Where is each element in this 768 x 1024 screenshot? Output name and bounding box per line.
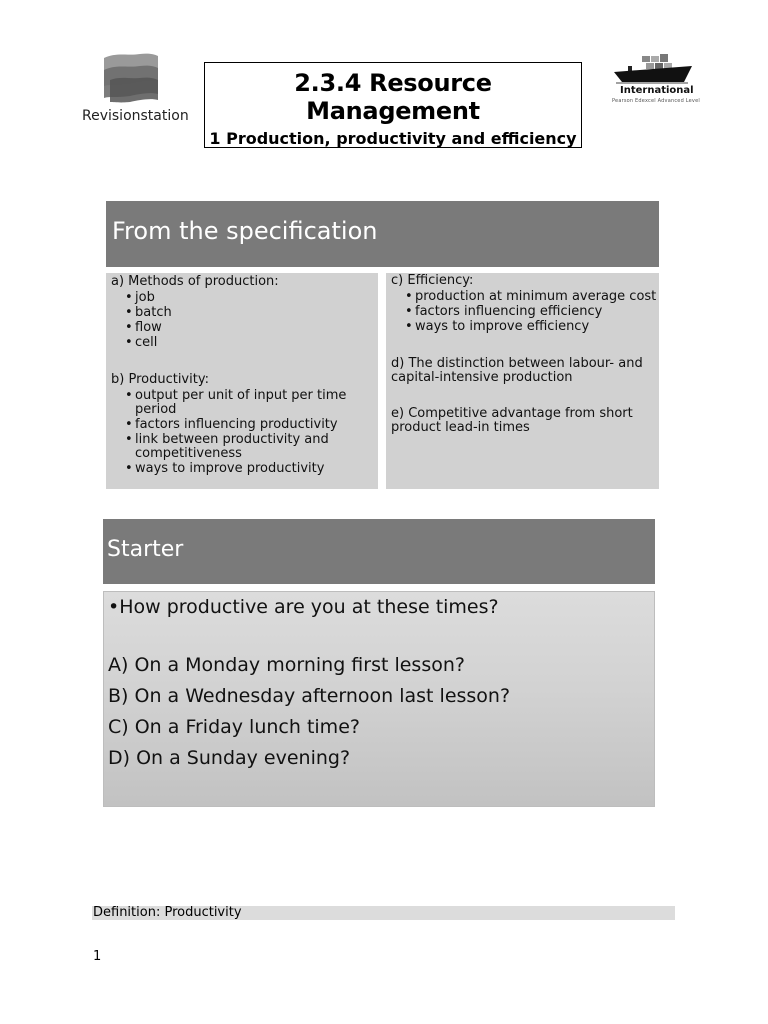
page-number: 1 (93, 949, 102, 964)
list-item: • production at minimum average cost (405, 289, 657, 304)
definition-field[interactable] (92, 906, 675, 920)
bullet-icon: • (125, 335, 133, 350)
specification-heading: From the specification (106, 201, 659, 267)
specification-right-column (386, 273, 659, 489)
page-title: 2.3.4 Resource Management (294, 69, 492, 125)
list-item: • batch (125, 305, 172, 320)
bullet-icon: • (125, 417, 133, 432)
brand-name: Revisionstation (82, 108, 189, 124)
bullet-icon: • (125, 432, 133, 447)
bullet-icon: • (125, 461, 133, 476)
spec-a-list (111, 291, 378, 350)
list-item: • flow (125, 320, 162, 335)
specification-left-column (106, 273, 378, 489)
starter-heading: Starter (103, 519, 655, 584)
bullet-icon: • (125, 305, 133, 320)
flag-logo-icon (100, 52, 164, 104)
spec-a-heading: a) Methods of production: (111, 274, 279, 289)
starter-question: •How productive are you at these times? (108, 596, 499, 618)
starter-body (103, 591, 655, 807)
bullet-icon: • (108, 596, 120, 618)
definition-label: Definition: Productivity (93, 905, 242, 920)
title-box (204, 62, 582, 148)
spec-c-heading: c) Efficiency: (391, 273, 474, 288)
bullet-icon: • (405, 319, 413, 334)
list-item: • factors influencing productivity (125, 417, 338, 432)
list-item: • job (125, 290, 155, 305)
bullet-icon: • (125, 388, 133, 403)
list-item: • ways to improve productivity (125, 461, 325, 476)
spec-d-text: d) The distinction between labour- and capital-intensive production (391, 356, 643, 385)
spec-e-text: e) Competitive advantage from short product lead-in times (391, 406, 633, 435)
starter-option-b: B) On a Wednesday afternoon last lesson? (108, 685, 511, 707)
brand-international: International (620, 85, 694, 96)
starter-option-a: A) On a Monday morning first lesson? (108, 654, 465, 676)
spec-c-list (391, 290, 659, 334)
list-item: • output per unit of input per time period (125, 388, 347, 417)
starter-option-c: C) On a Friday lunch time? (108, 716, 360, 738)
page-subtitle: 1 Production, productivity and efficiency (209, 129, 577, 148)
list-item: • cell (125, 335, 158, 350)
spec-b-heading: b) Productivity: (111, 372, 209, 387)
list-item: • factors influencing efficiency (405, 304, 603, 319)
spec-b-list (111, 389, 378, 476)
revisionstation-logo (78, 52, 198, 132)
starter-option-d: D) On a Sunday evening? (108, 747, 351, 769)
bullet-icon: • (125, 290, 133, 305)
list-item: • link between productivity and competitiveness (125, 432, 329, 461)
brand-international-subtext: Pearson Edexcel Advanced Level (612, 98, 700, 104)
international-logo (608, 52, 704, 108)
bullet-icon: • (405, 304, 413, 319)
bullet-icon: • (125, 320, 133, 335)
list-item: • ways to improve efficiency (405, 319, 590, 334)
bullet-icon: • (405, 289, 413, 304)
